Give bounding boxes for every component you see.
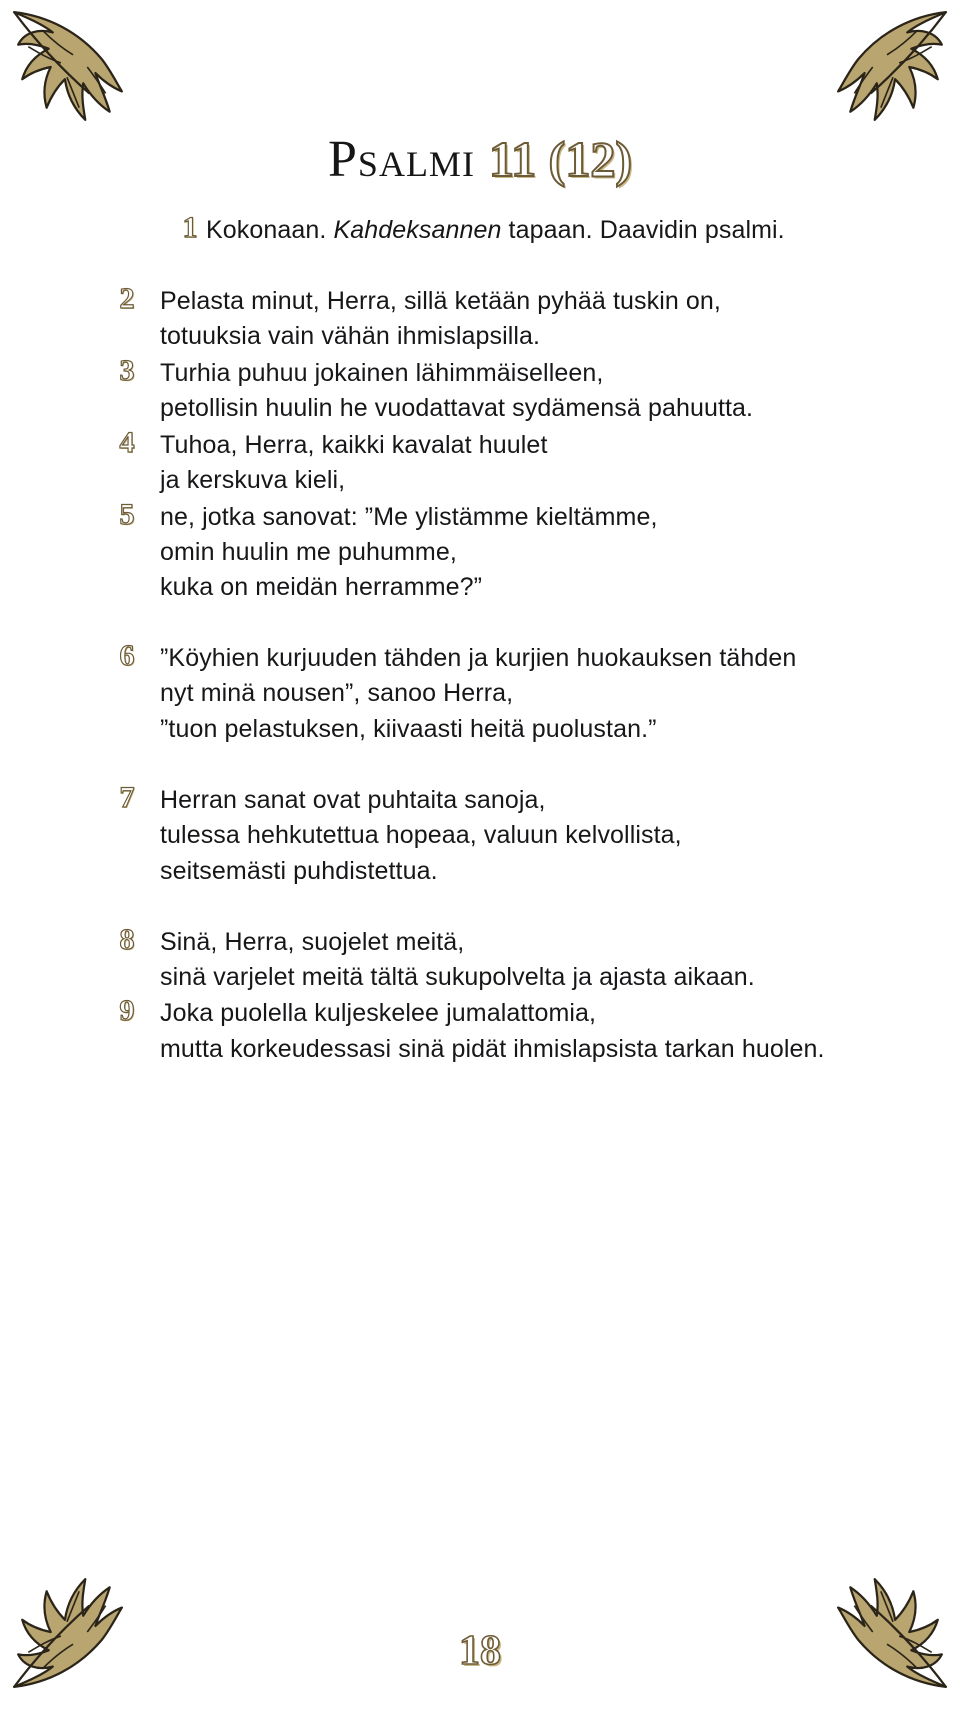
verse-line: omin huulin me puhumme, xyxy=(160,538,457,566)
psalm-title-word: Psalmi xyxy=(328,131,475,188)
verse-number: 3 xyxy=(119,354,135,387)
italic-text: Kahdeksannen xyxy=(333,216,502,244)
verse-line: Herran sanat ovat puhtaita sanoja, xyxy=(160,786,546,814)
verse-number: 5 xyxy=(119,498,135,531)
verse-line: ne, jotka sanovat: ”Me ylistämme kieltämme, xyxy=(160,503,658,531)
verse-line: sinä varjelet meitä tältä sukupolvelta ja ajasta aikaan. xyxy=(160,963,755,991)
verse-line: Pelasta minut, Herra, sillä ketään pyhää tuskin on, xyxy=(160,287,721,315)
verse-line: Turhia puhuu jokainen lähimmäiselleen, xyxy=(160,359,604,387)
verse-line: mutta korkeudessasi sinä pidät ihmislapsista tarkan huolen. xyxy=(160,1035,825,1063)
verse-number: 4 xyxy=(119,426,135,459)
verse-number: 8 xyxy=(119,923,135,956)
verse-line: totuuksia vain vähän ihmislapsilla. xyxy=(160,322,541,350)
verse-line: petollisin huulin he vuodattavat sydämensä pahuutta. xyxy=(160,394,754,422)
psalm-title-number: 11 (12) xyxy=(488,131,632,187)
verse-number: 9 xyxy=(119,994,135,1027)
verse-line: Joka puolella kuljeskelee jumalattomia, xyxy=(160,999,597,1027)
verse-line xyxy=(206,212,785,248)
verse-line: ”Köyhien kurjuuden tähden ja kurjien huokauksen tähden xyxy=(160,644,797,672)
verse-number: 1 xyxy=(182,211,198,244)
text-span: tapaan. Daavidin psalmi. xyxy=(501,216,785,244)
verse-line: seitsemästi puhdistettua. xyxy=(160,857,438,885)
verse-line: tulessa hehkutettua hopeaa, valuun kelvollista, xyxy=(160,821,682,849)
verse-line: Tuhoa, Herra, kaikki kavalat huulet xyxy=(160,431,548,459)
verse-number: 6 xyxy=(119,639,135,672)
verse-line: Sinä, Herra, suojelet meitä, xyxy=(160,928,465,956)
verse-line: ja kerskuva kieli, xyxy=(160,466,346,494)
text-span: Kokonaan. xyxy=(206,216,334,244)
verse-number: 7 xyxy=(119,781,135,814)
verse-number: 2 xyxy=(119,282,135,315)
verse-line: nyt minä nousen”, sanoo Herra, xyxy=(160,679,514,707)
verse-line: kuka on meidän herramme?” xyxy=(160,573,483,601)
verse-line: ”tuon pelastuksen, kiivaasti heitä puolustan.” xyxy=(160,715,657,743)
page-number: 18 xyxy=(459,1628,501,1674)
